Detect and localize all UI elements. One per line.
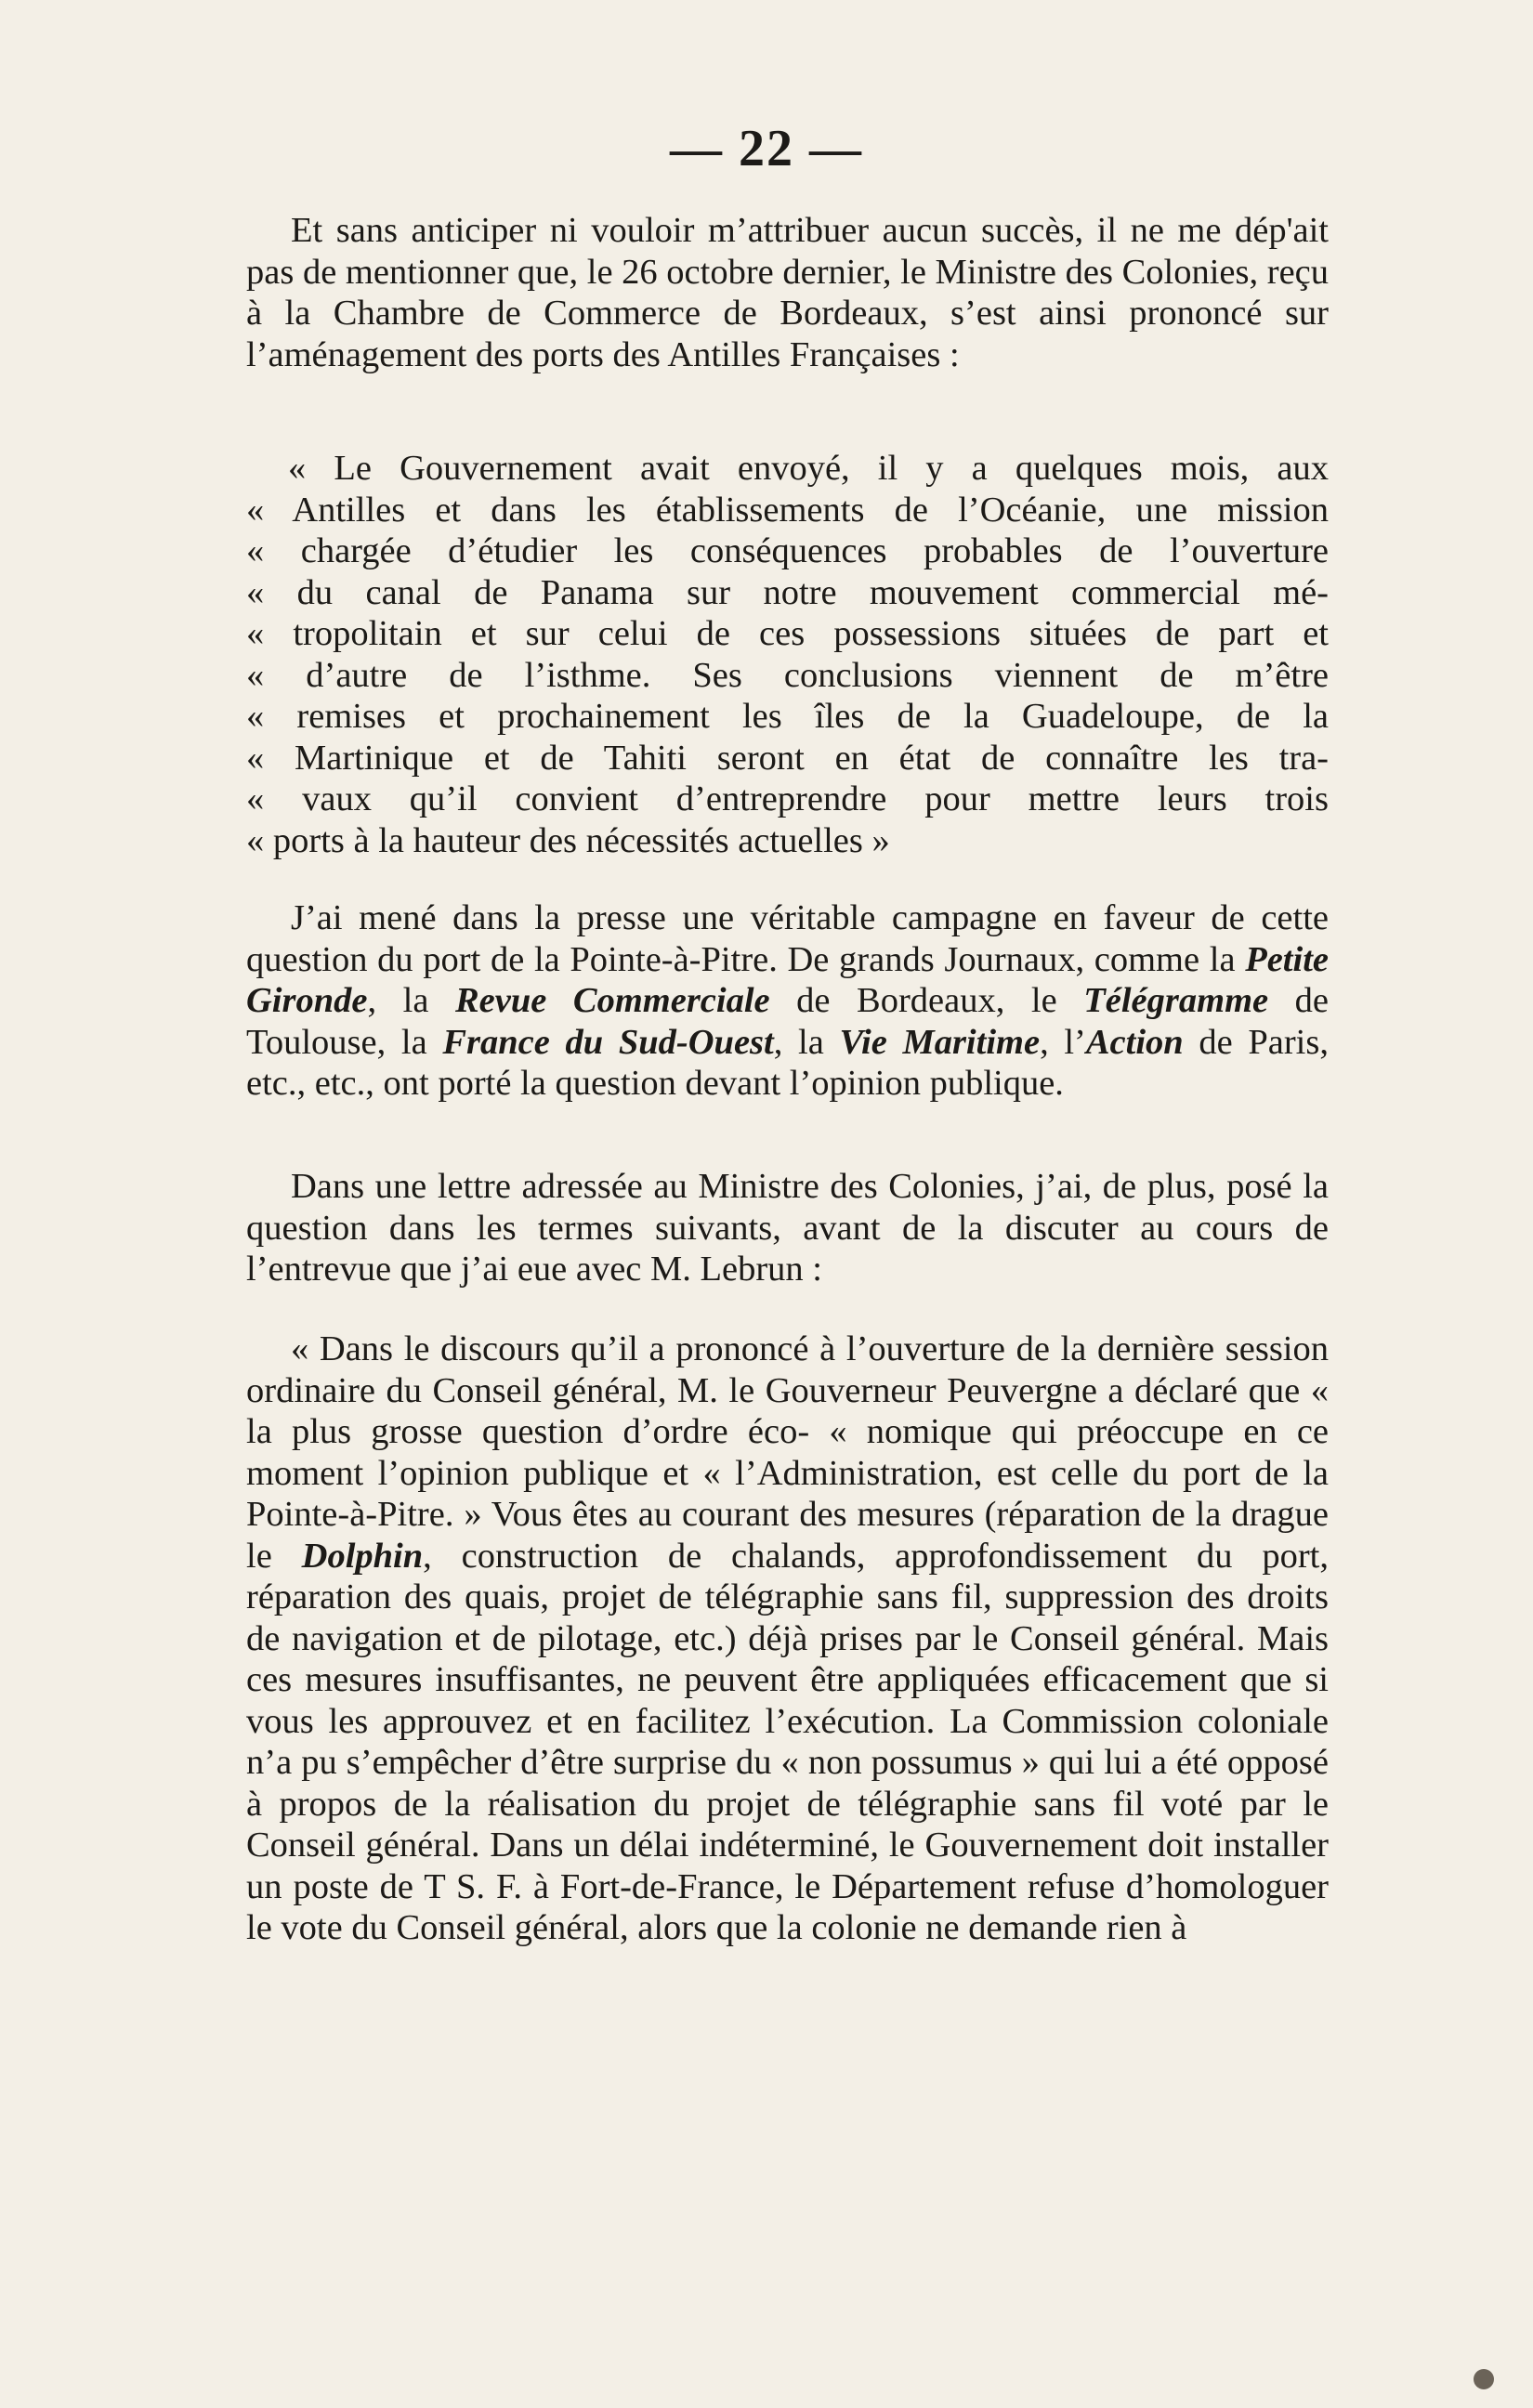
paragraph-press-campaign-text <box>246 897 1329 1105</box>
text-run: , l’ <box>1040 1022 1086 1062</box>
paragraph-intro <box>246 210 1329 375</box>
paragraph-letter-intro-text: Dans une lettre adressée au Ministre des Colonies, j’ai, de plus, posé la question dans les termes suivants, avant de la discuter au cours de l’entrevue que j’ai eue avec M. Lebrun : <box>246 1167 1329 1289</box>
paragraph-letter-intro <box>246 1166 1329 1290</box>
quote-line: « vaux qu’il convient d’entreprendre pour mettre leurs trois <box>246 779 1329 818</box>
newspaper-title: Action <box>1085 1022 1184 1062</box>
text-run: , la <box>773 1022 840 1062</box>
newspaper-title: Revue Commerciale <box>455 981 770 1020</box>
newspaper-title: Vie Maritime <box>839 1022 1041 1062</box>
quote-line: « d’autre de l’isthme. Ses conclusions viennent de m’être <box>246 655 1329 695</box>
text-run: , construction de chalands, approfondissement du port, réparation des quais, projet de télégraphie sans fil, suppression des droits de navigation et de pilotage, etc.) déjà prises par le Conseil général. Mais ces mesures insuffisantes, ne peuvent être appliquées efficacement que si vous les approuvez et en facilitez l’exécution. La Commission coloniale n’a pu s’empêcher d’être surprise du « non possumus » qui lui a été opposé à propos de la réalisation du projet de télégraphie sans fil voté par le Conseil général. Dans un délai indéterminé, le Gouvernement doit installer un poste de T S. F. à Fort-de-France, le Département refuse d’homologuer le vote du Conseil général, alors que la colonie ne demande rien à <box>246 1536 1329 1947</box>
text-run: de Bordeaux, le <box>769 981 1084 1020</box>
quote-line: « ports à la hauteur des nécessités actuelles » <box>246 820 890 860</box>
quote-line: « Le Gouvernement avait envoyé, il y a quelques mois, aux <box>288 449 1329 488</box>
quote-line: « remises et prochainement les îles de la Guadeloupe, de la <box>246 697 1329 736</box>
newspaper-title: France du Sud-Ouest <box>442 1022 774 1062</box>
quote-line: « Antilles et dans les établissements de l’Océanie, une mission <box>246 490 1329 530</box>
newspaper-title: Télégramme <box>1083 981 1269 1020</box>
text-run: « Dans le discours qu’il a prononcé à l’ouverture de la dernière session ordinaire du Conseil général, M. le Gouverneur Peuvergne a déclaré que « la plus grosse question d’ordre éco- « nomique qui préoccupe en ce moment l’opinion publique et « l’Administration, est celle du port de la Pointe-à-Pitre. » Vous êtes au courant des mesures (réparation de la drague le <box>246 1329 1329 1576</box>
text-run: , la <box>367 981 455 1020</box>
text-run: J’ai mené dans la presse une véritable campagne en faveur de cette question du port de la Pointe-à-Pitre. De grands Journaux, comme la <box>246 898 1329 979</box>
paragraph-intro-text: Et sans anticiper ni vouloir m’attribuer aucun succès, il ne me dép'ait pas de mentionner que, le 26 octobre dernier, le Ministre des Colonies, reçu à la Chambre de Commerce de Bordeaux, s’est ainsi prononcé sur l’aménagement des ports des Antilles Françaises : <box>246 211 1329 374</box>
paragraph-letter-text <box>246 1328 1329 1949</box>
text-run: de Paris, etc., etc., ont porté la question devant l’opinion publique. <box>246 1022 1329 1103</box>
paragraph-press-campaign <box>246 897 1329 1105</box>
quote-line: « Martinique et de Tahiti seront en état de connaître les tra- <box>246 738 1329 778</box>
ship-name: Dolphin <box>301 1536 424 1576</box>
text-run: de Toulouse, la <box>246 981 1329 1062</box>
quote-line: « tropolitain et sur celui de ces possessions situées de part et <box>246 614 1329 653</box>
page-number: — 22 — <box>670 120 863 177</box>
quote-line: « du canal de Panama sur notre mouvement commercial mé- <box>246 572 1329 612</box>
quote-line: « chargée d’étudier les conséquences probables de l’ouverture <box>246 531 1329 570</box>
paper-speck <box>1474 2369 1494 2389</box>
paragraph-letter <box>246 1328 1329 1949</box>
newspaper-title: Petite Gironde <box>246 939 1329 1020</box>
quotation-block <box>246 448 1329 861</box>
